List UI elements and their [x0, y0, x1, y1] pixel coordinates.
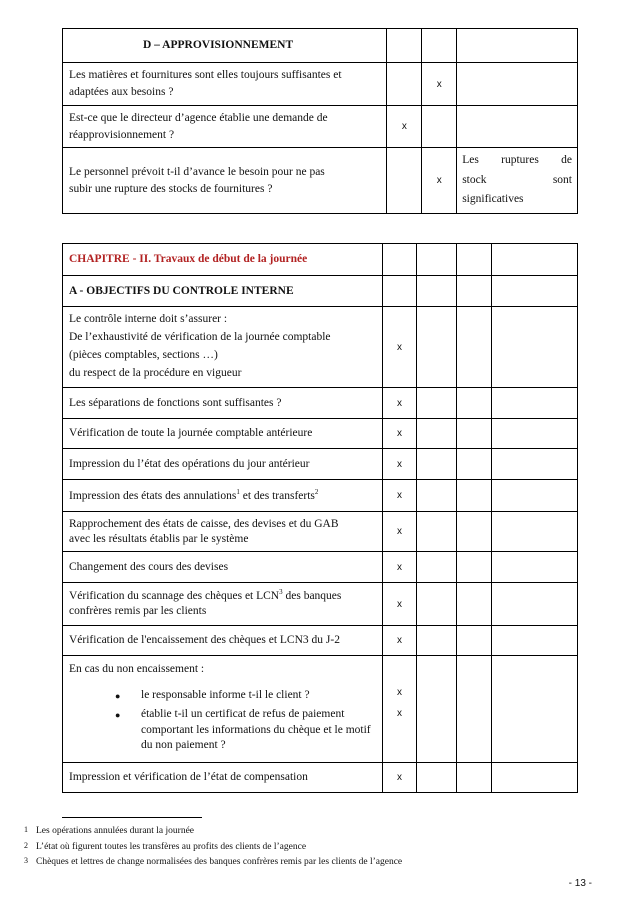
section-heading: A - OBJECTIFS DU CONTROLE INTERNE [63, 276, 383, 307]
mark-cell [382, 656, 417, 763]
question-text: Le contrôle interne doit s’assurer : [69, 313, 228, 326]
table-row [63, 307, 578, 388]
empty-cell [382, 244, 417, 276]
mark-cell: x [382, 512, 417, 552]
question-cell [63, 307, 383, 388]
table-row [63, 63, 578, 106]
question-cell: Changement des cours des devises [63, 552, 383, 583]
table-row [63, 419, 578, 449]
mark-cell [387, 63, 422, 106]
question-cell: Vérification de l'encaissement des chèques et LCN3 du J-2 [63, 626, 383, 656]
footnote-text: Chèques et lettres de change normalisées des banques confrères remis par les clients de l’agence [36, 857, 403, 867]
mark-cell [387, 148, 422, 214]
question-cell [63, 106, 387, 148]
footnote-ref: 3 [279, 588, 283, 597]
controle-interne-table [62, 243, 578, 793]
mark-cell: x [422, 148, 457, 214]
mark-cell [422, 106, 457, 148]
empty-cell [417, 388, 457, 419]
empty-cell [457, 583, 492, 626]
empty-cell [457, 449, 492, 480]
empty-cell [457, 307, 492, 388]
mark-cell: x [382, 307, 417, 388]
question-text: Le personnel prévoit t-il d’avance le besoin pour ne pas [69, 165, 325, 178]
bullet-icon: ● [115, 710, 121, 721]
table-row [63, 762, 578, 792]
footnote-text: Les opérations annulées durant la journée [36, 826, 195, 836]
empty-cell [417, 552, 457, 583]
mark-cell: x [382, 419, 417, 449]
table-row [63, 388, 578, 419]
question-text: De l’exhaustivité de vérification de la journée comptable [69, 331, 331, 344]
empty-cell [457, 276, 492, 307]
mark-cell: x [387, 106, 422, 148]
table-row [63, 626, 578, 656]
mark-cell: x [382, 762, 417, 792]
observation-line [462, 171, 572, 191]
footnote-number: 2 [24, 841, 28, 850]
empty-cell [417, 449, 457, 480]
empty-cell [457, 244, 492, 276]
question-text: (pièces comptables, sections …) [69, 349, 218, 361]
question-cell: Impression du l’état des opérations du jour antérieur [63, 449, 383, 480]
empty-cell [417, 626, 457, 656]
question-text: réapprovisionnement ? [69, 128, 175, 141]
question-cell [63, 480, 383, 512]
mark-cell: x [382, 480, 417, 512]
question-cell: Impression et vérification de l’état de compensation [63, 762, 383, 792]
empty-cell [387, 29, 422, 63]
empty-cell [417, 307, 457, 388]
footnote-text: L’état où figurent toutes les transfères au profits des clients de l’agence [36, 842, 307, 852]
bullet-icon: ● [115, 690, 121, 701]
mark-cell: x [382, 583, 417, 626]
footnote-ref: 1 [236, 487, 240, 496]
table-row [63, 480, 578, 512]
question-text: En cas du non encaissement : [69, 663, 205, 675]
mark-text: x [396, 708, 402, 719]
question-cell: Vérification de toute la journée comptable antérieure [63, 419, 383, 449]
question-text: des banques [282, 589, 342, 602]
empty-cell [417, 419, 457, 449]
mark-cell: x [382, 552, 417, 583]
observation-cell [457, 148, 578, 214]
empty-cell [417, 512, 457, 552]
empty-cell [457, 388, 492, 419]
chapter-title: CHAPITRE - II. Travaux de début de la journée [63, 244, 383, 276]
mark-cell: x [422, 63, 457, 106]
empty-cell [492, 480, 578, 512]
approvisionnement-table [62, 28, 578, 214]
empty-cell [417, 244, 457, 276]
table-row [63, 552, 578, 583]
footnote-number: 1 [24, 825, 28, 834]
question-text: Vérification du scannage des chèques et LCN [69, 589, 280, 602]
empty-cell [492, 552, 578, 583]
question-text: adaptées aux besoins ? [69, 86, 174, 98]
question-line [69, 588, 376, 604]
observation-word: de [561, 154, 572, 167]
section-heading: D – APPROVISIONNEMENT [63, 29, 387, 63]
empty-cell [457, 626, 492, 656]
question-text: confrères remis par les clients [69, 605, 207, 618]
empty-cell [492, 244, 578, 276]
empty-cell [417, 762, 457, 792]
table-row [63, 148, 578, 214]
empty-cell [417, 656, 457, 763]
table-row [63, 656, 578, 763]
observation-word: ruptures [501, 154, 539, 167]
empty-cell [457, 480, 492, 512]
question-text: subir une rupture des stocks de fournitures ? [69, 182, 273, 195]
question-text: établie t-il un certificat de refus de paiement comportant les informations du chèque et le motif du non paiement ? [141, 708, 371, 752]
question-text: du respect de la procédure en vigueur [69, 366, 242, 379]
empty-cell [492, 626, 578, 656]
empty-cell [492, 762, 578, 792]
observation-word: significatives [462, 193, 524, 206]
bullet-item [69, 688, 376, 704]
question-text: et des transferts [239, 489, 315, 502]
question-cell [63, 583, 383, 626]
question-text: avec les résultats établis par le système [69, 532, 249, 545]
footnote-number: 3 [24, 856, 28, 865]
mark-text: x [396, 687, 402, 698]
mark-cell: x [382, 449, 417, 480]
question-cell [63, 512, 383, 552]
question-cell [63, 63, 387, 106]
question-cell: Les séparations de fonctions sont suffisantes ? [63, 388, 383, 419]
observation-cell [457, 63, 578, 106]
footnote-ref: 2 [314, 487, 319, 496]
table-row [63, 583, 578, 626]
empty-cell [492, 276, 578, 307]
bullet-item [69, 707, 376, 754]
question-cell [63, 148, 387, 214]
mark-cell: x [382, 388, 417, 419]
page-number: - 13 - [568, 878, 592, 889]
table-row [63, 512, 578, 552]
empty-cell [382, 276, 417, 307]
empty-cell [492, 583, 578, 626]
question-text: Les matières et fournitures sont elles toujours suffisantes et [69, 69, 342, 82]
empty-cell [492, 512, 578, 552]
question-text: Impression des états des annulations [69, 489, 237, 502]
empty-cell [492, 419, 578, 449]
empty-cell [417, 583, 457, 626]
question-cell [63, 656, 383, 763]
empty-cell [417, 480, 457, 512]
observation-word: sont [552, 173, 572, 186]
observation-line [462, 151, 572, 171]
empty-cell [492, 388, 578, 419]
question-text: le responsable informe t-il le client ? [141, 688, 310, 701]
empty-cell [492, 449, 578, 480]
question-text: Est-ce que le directeur d’agence établie une demande de [69, 112, 328, 124]
empty-cell [457, 419, 492, 449]
empty-cell [457, 512, 492, 552]
empty-cell [457, 552, 492, 583]
table-row [63, 449, 578, 480]
question-text: Rapprochement des états de caisse, des devises et du GAB [69, 517, 339, 530]
observation-cell [457, 106, 578, 148]
table-row [63, 106, 578, 148]
empty-cell [492, 307, 578, 388]
empty-cell [492, 656, 578, 763]
mark-cell: x [382, 626, 417, 656]
empty-cell [422, 29, 457, 63]
footnote-divider [62, 817, 202, 818]
empty-cell [457, 762, 492, 792]
observation-word: Les [462, 154, 479, 167]
empty-cell [457, 29, 578, 63]
observation-word: stock [462, 173, 487, 186]
empty-cell [417, 276, 457, 307]
empty-cell [457, 656, 492, 763]
